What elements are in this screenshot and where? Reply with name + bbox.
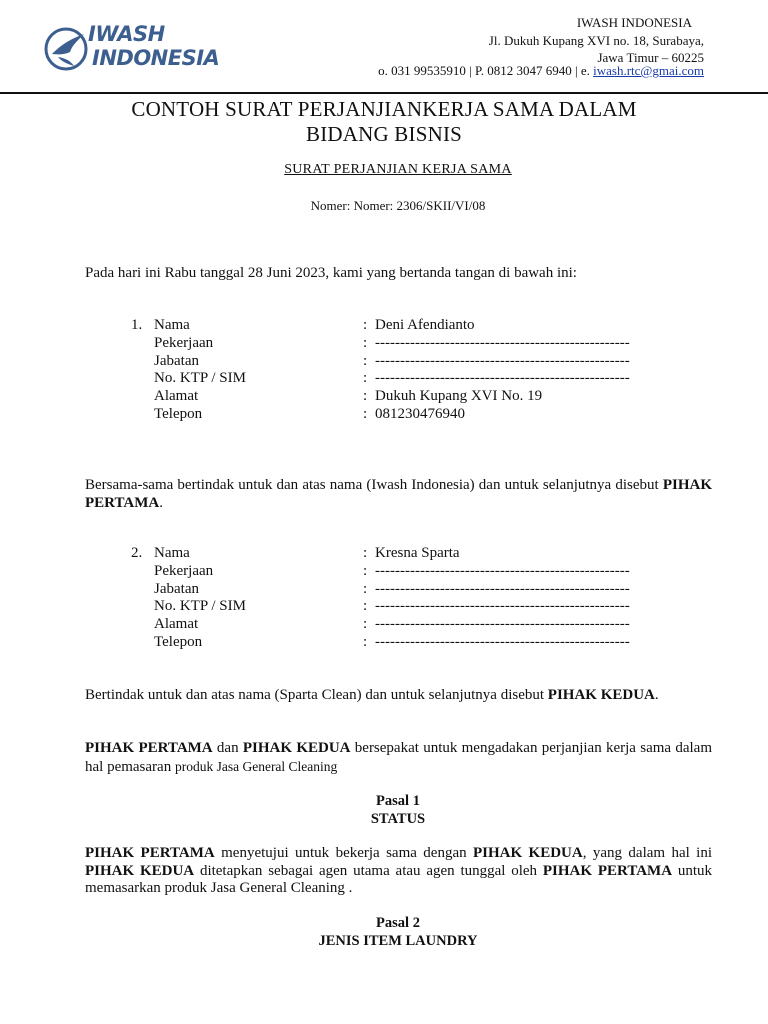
field-value: Kresna Sparta <box>375 545 460 561</box>
pasal2-title: JENIS ITEM LAUNDRY <box>318 932 478 949</box>
field-value: --------------------------------------------------- <box>375 370 630 387</box>
status-text: untuk memasarkan produk Jasa General Cleaning . <box>85 862 712 896</box>
company-address-block <box>404 14 704 66</box>
field-label: Nama <box>154 545 190 561</box>
statement-end: . <box>654 687 659 703</box>
party2-number: 2. <box>131 545 143 561</box>
field-colon: : <box>363 388 368 405</box>
company-name: IWASH INDONESIA <box>576 15 692 30</box>
field-colon: : <box>363 370 368 387</box>
contact-phones: o. 031 99535910 | P. 0812 3047 6940 | e. <box>378 63 590 78</box>
title-line2: BIDANG BISNIS <box>305 122 463 146</box>
pasal2-heading <box>0 915 768 950</box>
party-term: PIHAK PERTAMA <box>85 477 712 511</box>
field-colon: : <box>363 352 368 369</box>
statement-text: Bersama-sama bertindak untuk dan atas nama (Iwash Indonesia) dan untuk selanjutnya disebut <box>85 477 663 493</box>
field-value: --------------------------------------------------- <box>375 616 630 633</box>
field-label: Alamat <box>154 388 199 405</box>
intro-paragraph: Pada hari ini Rabu tanggal 28 Juni 2023, kami yang bertanda tangan di bawah ini: <box>85 265 577 281</box>
field-colon: : <box>363 633 368 650</box>
statement-end: . <box>159 494 163 511</box>
agreement-text: bersepakat untuk mengadakan perjanjian kerja sama dalam hal pemasaran <box>85 740 712 775</box>
field-colon: : <box>363 545 368 561</box>
field-label: Telepon <box>154 405 203 422</box>
address-line2: Jawa Timur – 60225 <box>597 50 704 65</box>
field-value: Deni Afendianto <box>375 317 475 333</box>
field-value: --------------------------------------------------- <box>375 580 630 597</box>
field-colon: : <box>363 562 368 579</box>
field-colon: : <box>363 598 368 615</box>
party1-number: 1. <box>131 317 143 333</box>
field-colon: : <box>363 405 368 422</box>
field-value: --------------------------------------------------- <box>375 633 630 650</box>
status-text: ditetapkan sebagai agen utama atau agen tunggal oleh <box>194 862 543 879</box>
email-link[interactable]: iwash.rtc@gmai.com <box>593 63 704 78</box>
logo-line2: INDONESIA <box>92 46 220 70</box>
document-number: Nomer: Nomer: 2306/SKII/VI/08 <box>310 198 486 213</box>
agreement-paragraph <box>85 740 712 776</box>
logo-line1: IWASH <box>88 22 165 46</box>
pasal1-heading <box>0 793 768 828</box>
party1-statement <box>85 477 712 512</box>
document-title <box>0 97 768 147</box>
status-text: , yang dalam hal ini <box>582 845 712 861</box>
field-value: --------------------------------------------------- <box>375 598 630 615</box>
agreement-product: produk Jasa General Cleaning <box>174 758 338 774</box>
field-value: Dukuh Kupang XVI No. 19 <box>375 388 543 405</box>
party-term: PIHAK PERTAMA <box>542 862 673 879</box>
party-term: PIHAK PERTAMA <box>85 845 215 861</box>
contact-line <box>378 63 704 79</box>
field-label: Jabatan <box>154 352 199 369</box>
pasal2-number: Pasal 2 <box>376 915 420 931</box>
company-logo <box>44 22 220 76</box>
field-value: --------------------------------------------------- <box>375 352 630 369</box>
status-paragraph <box>85 845 712 898</box>
statement-text: Bertindak untuk dan atas nama (Sparta Clean) dan untuk selanjutnya disebut <box>85 687 548 703</box>
pasal1-number: Pasal 1 <box>376 793 420 809</box>
field-label: Alamat <box>154 616 199 633</box>
party-term: PIHAK KEDUA <box>547 687 655 703</box>
field-colon: : <box>363 317 368 333</box>
party-term: PIHAK KEDUA <box>473 845 583 861</box>
logo-text <box>88 22 219 70</box>
field-label: Pekerjaan <box>154 334 214 351</box>
field-value: --------------------------------------------------- <box>375 562 630 579</box>
title-line1: CONTOH SURAT PERJANJIANKERJA SAMA DALAM <box>131 97 637 121</box>
party-term: PIHAK KEDUA <box>242 740 351 756</box>
field-label: No. KTP / SIM <box>154 370 246 387</box>
pasal1-title: STATUS <box>370 810 426 827</box>
field-colon: : <box>363 580 368 597</box>
field-label: Pekerjaan <box>154 562 214 579</box>
party-term: PIHAK KEDUA <box>85 862 195 879</box>
field-label: Nama <box>154 317 190 333</box>
field-colon: : <box>363 334 368 351</box>
agreement-text: dan <box>212 740 243 756</box>
status-text: menyetujui untuk bekerja sama dengan <box>214 845 473 861</box>
dove-icon <box>44 24 88 74</box>
party-term: PIHAK PERTAMA <box>85 740 213 756</box>
field-label: Telepon <box>154 633 203 650</box>
party2-statement <box>85 687 712 705</box>
field-label: Jabatan <box>154 580 199 597</box>
field-value: --------------------------------------------------- <box>375 334 630 351</box>
document-subtitle: SURAT PERJANJIAN KERJA SAMA <box>284 162 512 177</box>
header-divider <box>0 92 768 94</box>
field-value: 081230476940 <box>375 405 465 422</box>
address-line1: Jl. Dukuh Kupang XVI no. 18, Surabaya, <box>488 33 704 48</box>
field-label: No. KTP / SIM <box>154 598 246 615</box>
field-colon: : <box>363 616 368 633</box>
